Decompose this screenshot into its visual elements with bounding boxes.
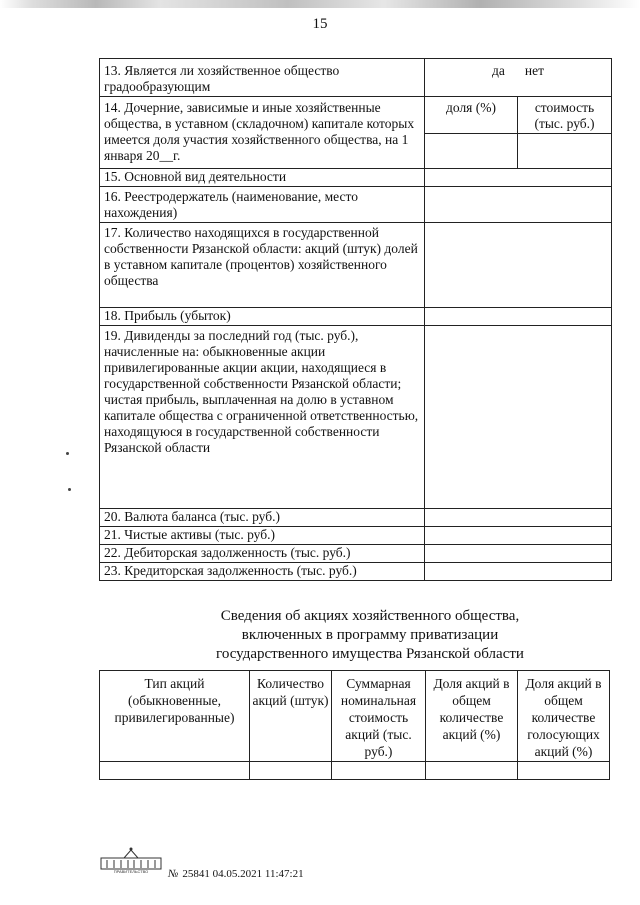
document-number: 25841 bbox=[182, 868, 210, 880]
title-line: Сведения об акциях хозяйственного общества, bbox=[220, 608, 520, 624]
row-15-value bbox=[425, 169, 612, 187]
header-nominal-value: Суммарная номинальная стоимость акций (тыс. руб.) bbox=[332, 671, 426, 762]
row-21-label: 21. Чистые активы (тыс. руб.) bbox=[100, 527, 425, 545]
share-value bbox=[425, 134, 518, 169]
table-row bbox=[100, 59, 612, 97]
table-row bbox=[100, 545, 612, 563]
title-line: включенных в программу приватизации bbox=[241, 627, 499, 643]
row-22-label: 22. Дебиторская задолженность (тыс. руб.) bbox=[100, 545, 425, 563]
shares-section-title bbox=[0, 607, 640, 664]
row-19-label: 19. Дивиденды за последний год (тыс. руб.), начисленные на: обыкновенные акции привилегированные акции акции, находящиеся в государственной собственности Рязанской области; чистая прибыль, выплаченная на долю в уставном капитале общества с ограниченной ответственностью, находящуюся в государственной собственности Рязанской области bbox=[100, 326, 425, 509]
cell-empty bbox=[250, 762, 332, 780]
share-header: доля (%) bbox=[425, 97, 518, 134]
cost-header: стоимость (тыс. руб.) bbox=[518, 97, 612, 134]
header-voting-percent: Доля акций в общем количестве голосующих акций (%) bbox=[518, 671, 610, 762]
document-registration-stamp bbox=[168, 868, 304, 880]
scan-dot bbox=[66, 452, 69, 455]
table-row bbox=[100, 509, 612, 527]
table-row bbox=[100, 187, 612, 223]
scan-dot bbox=[68, 488, 71, 491]
row-22-value bbox=[425, 545, 612, 563]
title-line: государственного имущества Рязанской области bbox=[216, 646, 524, 662]
company-info-table bbox=[99, 58, 612, 581]
header-share-count: Количество акций (штук) bbox=[250, 671, 332, 762]
table-row bbox=[100, 527, 612, 545]
row-20-value bbox=[425, 509, 612, 527]
row-13-label: 13. Является ли хозяйственное общество градообразующим bbox=[100, 59, 425, 97]
header-share-type: Тип акций (обыкновенные, привилегированные) bbox=[100, 671, 250, 762]
document-datetime: 04.05.2021 11:47:21 bbox=[212, 868, 304, 880]
table-row bbox=[100, 97, 612, 134]
row-21-value bbox=[425, 527, 612, 545]
table-header-row bbox=[100, 671, 610, 762]
no-option: нет bbox=[524, 63, 544, 78]
table-row bbox=[100, 326, 612, 509]
logo-caption: ПРАВИТЕЛЬСТВО bbox=[113, 869, 149, 874]
row-18-label: 18. Прибыль (убыток) bbox=[100, 308, 425, 326]
row-14-label: 14. Дочерние, зависимые и иные хозяйственные общества, в уставном (складочном) капитале которых имеется доля участия хозяйственного общества, на 1 января 20__г. bbox=[100, 97, 425, 169]
cost-value bbox=[518, 134, 612, 169]
row-18-value bbox=[425, 308, 612, 326]
table-row bbox=[100, 223, 612, 308]
row-20-label: 20. Валюта баланса (тыс. руб.) bbox=[100, 509, 425, 527]
row-16-value bbox=[425, 187, 612, 223]
page-number: 15 bbox=[312, 16, 328, 32]
shares-table bbox=[99, 670, 610, 780]
yes-option: да bbox=[492, 63, 505, 78]
table-row bbox=[100, 308, 612, 326]
row-23-label: 23. Кредиторская задолженность (тыс. руб.) bbox=[100, 563, 425, 581]
row-16-label: 16. Реестродержатель (наименование, место нахождения) bbox=[100, 187, 425, 223]
scan-edge-artifact bbox=[0, 0, 640, 8]
yes-no-cell bbox=[425, 59, 612, 97]
table-row bbox=[100, 563, 612, 581]
cell-empty bbox=[332, 762, 426, 780]
table-row bbox=[100, 762, 610, 780]
row-17-value bbox=[425, 223, 612, 308]
table-row bbox=[100, 169, 612, 187]
cell-empty bbox=[518, 762, 610, 780]
cell-empty bbox=[100, 762, 250, 780]
number-sign: № bbox=[168, 868, 179, 880]
row-17-label: 17. Количество находящихся в государственной собственности Рязанской области: акций (штук) долей в уставном капитале (процентов) хозяйственного общества bbox=[100, 223, 425, 308]
row-23-value bbox=[425, 563, 612, 581]
row-15-label: 15. Основной вид деятельности bbox=[100, 169, 425, 187]
government-building-logo bbox=[100, 846, 162, 874]
row-19-value bbox=[425, 326, 612, 509]
cell-empty bbox=[426, 762, 518, 780]
header-share-percent: Доля акций в общем количестве акций (%) bbox=[426, 671, 518, 762]
